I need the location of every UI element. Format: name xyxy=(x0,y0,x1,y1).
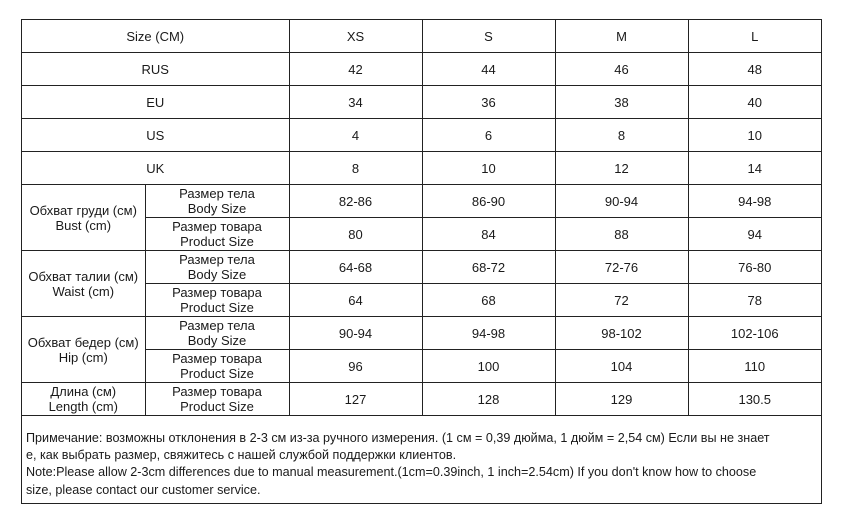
table-cell: 130.5 xyxy=(688,383,821,416)
body-size-label-en: Body Size xyxy=(187,267,247,282)
table-cell: 14 xyxy=(688,152,821,185)
table-cell: 72 xyxy=(555,284,688,317)
table-cell: 68-72 xyxy=(422,251,555,284)
product-size-label-en: Product Size xyxy=(180,366,254,381)
body-size-label-en: Body Size xyxy=(187,201,247,216)
size-header-xs: XS xyxy=(289,20,422,53)
table-cell: 94 xyxy=(688,218,821,251)
length-label-en: Length (cm) xyxy=(48,399,118,414)
table-cell: 127 xyxy=(289,383,422,416)
note-line-ru-2: е, как выбрать размер, свяжитесь с нашей службой поддержки клиентов. xyxy=(26,448,457,463)
table-cell: 44 xyxy=(422,53,555,86)
table-cell: 8 xyxy=(555,119,688,152)
table-cell: 12 xyxy=(555,152,688,185)
table-cell: 128 xyxy=(422,383,555,416)
body-size-label-ru: Размер тела xyxy=(179,318,255,333)
bust-label-en: Bust (cm) xyxy=(55,217,112,233)
table-cell: 78 xyxy=(688,284,821,317)
table-cell: 94-98 xyxy=(422,317,555,350)
hip-label-en: Hip (cm) xyxy=(58,349,108,365)
table-cell: 76-80 xyxy=(688,251,821,284)
table-cell: 6 xyxy=(422,119,555,152)
waist-label-en: Waist (cm) xyxy=(52,283,115,299)
product-size-label-ru: Размер товара xyxy=(172,384,262,399)
table-cell: 36 xyxy=(422,86,555,119)
product-size-label xyxy=(145,383,289,416)
size-header-l: L xyxy=(688,20,821,53)
table-cell: 46 xyxy=(555,53,688,86)
table-cell: 68 xyxy=(422,284,555,317)
bust-label xyxy=(22,185,145,251)
table-cell: 98-102 xyxy=(555,317,688,350)
table-cell: 104 xyxy=(555,350,688,383)
conversion-label: US xyxy=(22,119,289,152)
body-size-label xyxy=(145,251,289,284)
header-row xyxy=(22,20,821,53)
product-size-label-en: Product Size xyxy=(180,399,254,414)
conversion-label: EU xyxy=(22,86,289,119)
size-header-s: S xyxy=(422,20,555,53)
note-line-en-1: Note:Please allow 2-3cm differences due to manual measurement.(1cm=0.39inch, 1 inch=2.54cm) If you don't know how to choose xyxy=(26,465,757,480)
table-cell: 84 xyxy=(422,218,555,251)
table-cell: 42 xyxy=(289,53,422,86)
waist-label-ru: Обхват талии (см) xyxy=(28,268,139,284)
conversion-label: UK xyxy=(22,152,289,185)
length-row xyxy=(22,383,821,416)
table-cell: 88 xyxy=(555,218,688,251)
note-line-ru-1: Примечание: возможны отклонения в 2-3 см из-за ручного измерения. (1 см = 0,39 дюйма, 1 дюйм = 2,54 см) Если вы не знает xyxy=(26,431,770,445)
product-size-label-en: Product Size xyxy=(180,234,254,249)
size-table xyxy=(22,20,821,416)
table-cell: 10 xyxy=(422,152,555,185)
waist-label xyxy=(22,251,145,317)
body-size-label-ru: Размер тела xyxy=(179,186,255,201)
product-size-label-ru: Размер товара xyxy=(172,351,262,366)
header-label: Size (CM) xyxy=(22,20,289,53)
table-cell: 86-90 xyxy=(422,185,555,218)
table-cell: 72-76 xyxy=(555,251,688,284)
table-cell: 102-106 xyxy=(688,317,821,350)
table-cell: 90-94 xyxy=(289,317,422,350)
body-size-label xyxy=(145,317,289,350)
table-cell: 38 xyxy=(555,86,688,119)
product-size-label xyxy=(145,218,289,251)
table-cell: 4 xyxy=(289,119,422,152)
product-size-label xyxy=(145,284,289,317)
conversion-label: RUS xyxy=(22,53,289,86)
product-size-label-ru: Размер товара xyxy=(172,285,262,300)
bust-label-ru: Обхват груди (см) xyxy=(29,202,137,218)
table-cell: 90-94 xyxy=(555,185,688,218)
conversion-row-rus xyxy=(22,53,821,86)
product-size-label-en: Product Size xyxy=(180,300,254,315)
table-cell: 40 xyxy=(688,86,821,119)
table-cell: 8 xyxy=(289,152,422,185)
hip-body-row xyxy=(22,317,821,350)
bust-body-row xyxy=(22,185,821,218)
body-size-label xyxy=(145,185,289,218)
table-cell: 48 xyxy=(688,53,821,86)
length-label-ru: Длина (см) xyxy=(50,384,117,399)
table-cell: 100 xyxy=(422,350,555,383)
body-size-label-en: Body Size xyxy=(187,333,247,348)
length-label xyxy=(22,383,145,416)
table-cell: 10 xyxy=(688,119,821,152)
waist-body-row xyxy=(22,251,821,284)
table-cell: 82-86 xyxy=(289,185,422,218)
product-size-label xyxy=(145,350,289,383)
table-cell: 80 xyxy=(289,218,422,251)
table-cell: 94-98 xyxy=(688,185,821,218)
note-line-en-2: size, please contact our customer service. xyxy=(26,482,261,497)
size-chart xyxy=(21,19,822,504)
body-size-label-ru: Размер тела xyxy=(179,252,255,267)
table-cell: 64-68 xyxy=(289,251,422,284)
conversion-row-uk xyxy=(22,152,821,185)
product-size-label-ru: Размер товара xyxy=(172,219,262,234)
table-cell: 34 xyxy=(289,86,422,119)
table-cell: 64 xyxy=(289,284,422,317)
table-cell: 110 xyxy=(688,350,821,383)
table-cell: 96 xyxy=(289,350,422,383)
hip-label xyxy=(22,317,145,383)
conversion-row-us xyxy=(22,119,821,152)
conversion-row-eu xyxy=(22,86,821,119)
hip-label-ru: Обхват бедер (см) xyxy=(27,334,139,350)
measurement-note xyxy=(26,430,818,499)
table-cell: 129 xyxy=(555,383,688,416)
size-header-m: M xyxy=(555,20,688,53)
